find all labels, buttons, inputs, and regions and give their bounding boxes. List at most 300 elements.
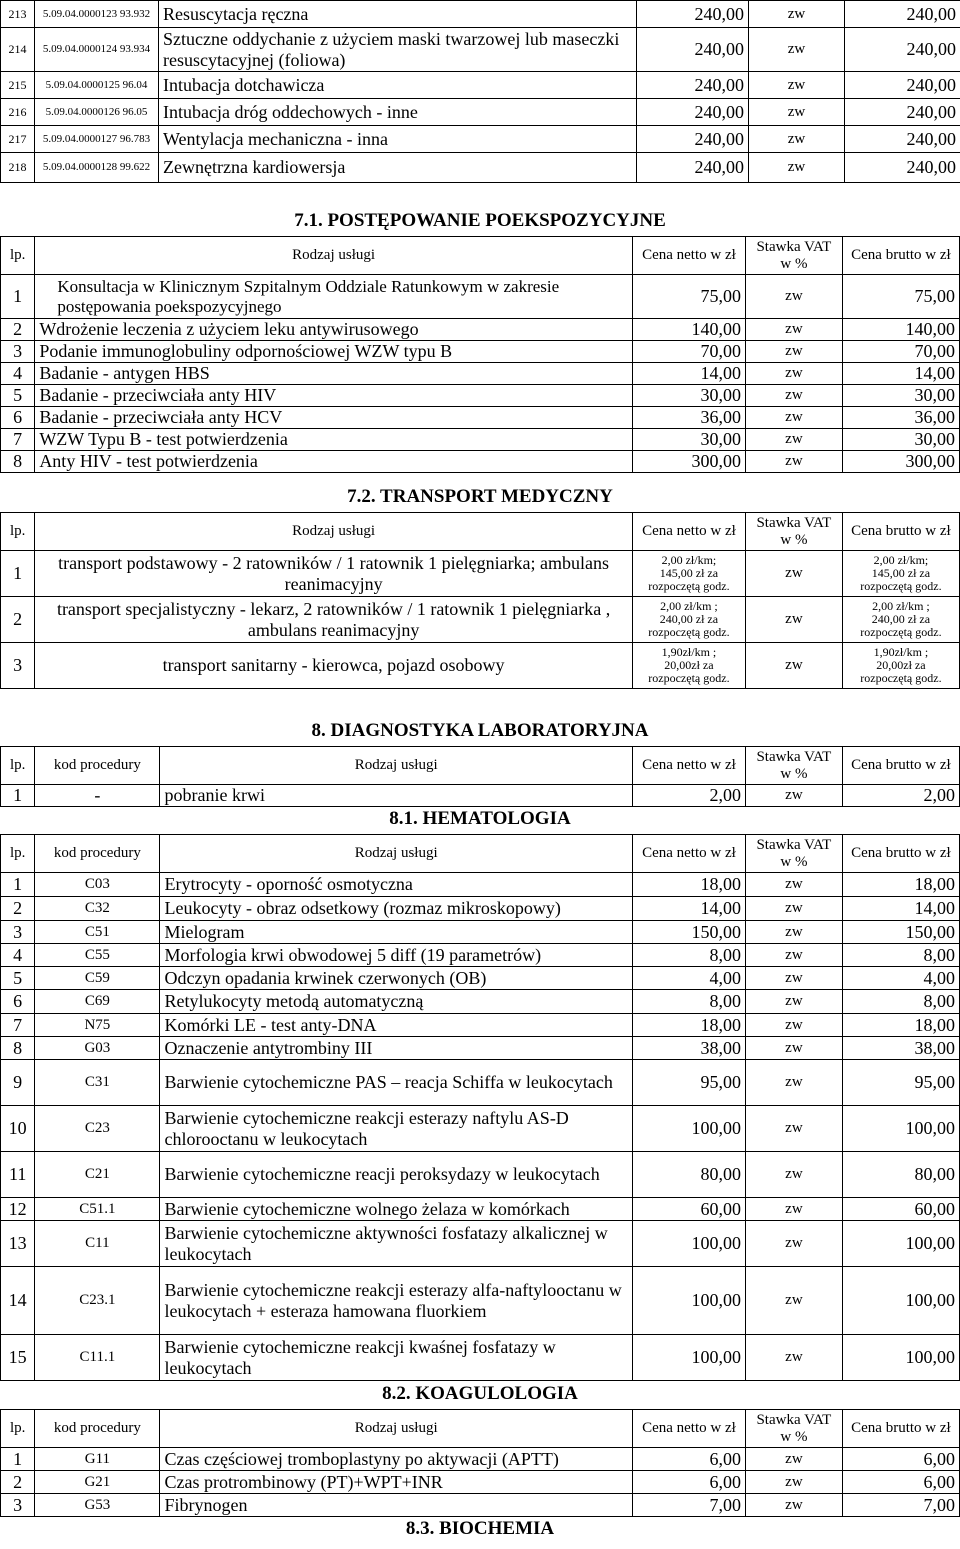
row-net: 36,00 (632, 407, 745, 429)
row-vat: zw (745, 319, 842, 341)
row-code: C11.1 (35, 1335, 160, 1381)
row-lp: 9 (1, 1060, 35, 1106)
row-gross-line: rozpoczętą godz. (860, 579, 942, 593)
row-service: Barwienie cytochemiczne reakcji kwaśnej fosfatazy w leukocytach (160, 1335, 632, 1381)
row-gross (842, 597, 959, 643)
row-gross: 60,00 (842, 1198, 959, 1221)
row-gross: 8,00 (842, 944, 959, 967)
row-net: 60,00 (632, 1198, 745, 1221)
table-row (1, 385, 960, 407)
row-service: Sztuczne oddychanie z użyciem maski twarzowej lub maseczki resuscytacyjnej (foliowa) (159, 28, 637, 72)
table-header (1, 1410, 960, 1448)
header-gross: Cena brutto w zł (842, 237, 959, 275)
row-gross: 36,00 (842, 407, 959, 429)
row-code: C59 (35, 967, 160, 990)
table-row (1, 643, 960, 689)
row-gross: 14,00 (842, 897, 959, 921)
row-code: C69 (35, 990, 160, 1014)
post-exposure-table (0, 236, 960, 473)
row-gross-line: rozpoczętą godz. (860, 625, 942, 639)
row-service: Morfologia krwi obwodowej 5 diff (19 parametrów) (160, 944, 632, 967)
row-service: Intubacja dotchawicza (159, 72, 637, 99)
row-service: Barwienie cytochemiczne aktywności fosfatazy alkalicznej w leukocytach (160, 1221, 632, 1267)
row-gross-line: 2,00 zł/km ; (872, 599, 930, 613)
row-net-line: 20,00zł za (664, 658, 714, 672)
header-vat: Stawka VAT w % (745, 747, 842, 785)
row-gross-line: rozpoczętą godz. (860, 671, 942, 685)
row-gross: 240,00 (845, 1, 960, 28)
row-lp: 1 (1, 1448, 35, 1471)
coagulology-table (0, 1409, 960, 1517)
row-gross-line: 1,90zł/km ; (873, 645, 929, 659)
row-gross: 100,00 (842, 1335, 959, 1381)
row-net: 300,00 (632, 451, 745, 473)
table-row (1, 99, 960, 126)
table-row (1, 28, 960, 72)
table-row (1, 1198, 960, 1221)
header-service: Rodzaj usługi (160, 835, 632, 873)
row-vat: zw (745, 363, 842, 385)
row-service: Wentylacja mechaniczna - inna (159, 126, 637, 153)
row-vat: zw (745, 341, 842, 363)
row-code: 5.09.04.0000127 96.783 (35, 126, 159, 153)
row-vat: zw (745, 967, 842, 990)
row-code: C51.1 (35, 1198, 160, 1221)
row-lp: 5 (1, 967, 35, 990)
row-lp: 4 (1, 944, 35, 967)
row-vat: zw (745, 407, 842, 429)
row-lp: 10 (1, 1106, 35, 1152)
table-header (1, 237, 960, 275)
row-net: 240,00 (637, 99, 749, 126)
header-code: kod procedury (35, 835, 160, 873)
row-gross: 300,00 (842, 451, 959, 473)
row-net: 2,00 (632, 785, 745, 807)
row-net (632, 643, 745, 689)
row-lp: 214 (1, 28, 35, 72)
table-row (1, 275, 960, 319)
row-net: 8,00 (632, 990, 745, 1014)
header-net: Cena netto w zł (632, 513, 745, 551)
row-net: 4,00 (632, 967, 745, 990)
row-lp: 2 (1, 597, 35, 643)
table-row (1, 153, 960, 183)
row-service: Badanie - przeciwciała anty HIV (35, 385, 633, 407)
row-net-line: rozpoczętą godz. (648, 625, 730, 639)
row-gross: 18,00 (842, 873, 959, 897)
row-gross: 4,00 (842, 967, 959, 990)
header-net: Cena netto w zł (632, 1410, 745, 1448)
table-row (1, 873, 960, 897)
row-service: transport podstawowy - 2 ratowników / 1 ratownik 1 pielęgniarka; ambulans reanimacyjny (35, 551, 633, 597)
table-row (1, 363, 960, 385)
table-row (1, 1014, 960, 1037)
row-gross (842, 643, 959, 689)
row-service: Leukocyty - obraz odsetkowy (rozmaz mikroskopowy) (160, 897, 632, 921)
row-vat: zw (745, 873, 842, 897)
row-vat: zw (745, 1471, 842, 1494)
header-net: Cena netto w zł (632, 237, 745, 275)
row-gross-line: 145,00 zł za (871, 566, 931, 580)
row-code: G53 (35, 1494, 160, 1517)
laboratory-table (0, 746, 960, 807)
header-code: kod procedury (35, 747, 160, 785)
row-code: N75 (35, 1014, 160, 1037)
row-lp: 2 (1, 319, 35, 341)
table-row (1, 897, 960, 921)
row-vat: zw (745, 1152, 842, 1198)
table-row (1, 1, 960, 28)
resuscitation-table (0, 0, 960, 183)
header-net: Cena netto w zł (632, 835, 745, 873)
row-code: C51 (35, 921, 160, 944)
table-row (1, 451, 960, 473)
row-net: 6,00 (632, 1471, 745, 1494)
table-row (1, 1152, 960, 1198)
row-vat: zw (745, 990, 842, 1014)
row-gross: 2,00 (842, 785, 959, 807)
row-lp: 1 (1, 551, 35, 597)
table-row (1, 921, 960, 944)
row-net: 240,00 (637, 28, 749, 72)
row-lp: 2 (1, 1471, 35, 1494)
row-lp: 6 (1, 990, 35, 1014)
row-code: C32 (35, 897, 160, 921)
row-gross: 7,00 (842, 1494, 959, 1517)
row-lp: 213 (1, 1, 35, 28)
row-net-line: 240,00 zł za (659, 612, 719, 626)
row-net: 100,00 (632, 1335, 745, 1381)
row-code: C21 (35, 1152, 160, 1198)
row-net: 75,00 (632, 275, 745, 319)
row-service: Badanie - antygen HBS (35, 363, 633, 385)
row-gross: 30,00 (842, 429, 959, 451)
row-net: 18,00 (632, 1014, 745, 1037)
table-row (1, 551, 960, 597)
table-row (1, 1335, 960, 1381)
header-gross: Cena brutto w zł (842, 747, 959, 785)
table-header (1, 513, 960, 551)
table-row (1, 407, 960, 429)
row-net: 240,00 (637, 72, 749, 99)
row-service: Barwienie cytochemiczne PAS – reacja Schiffa w leukocytach (160, 1060, 632, 1106)
row-net: 38,00 (632, 1037, 745, 1060)
row-code: C23 (35, 1106, 160, 1152)
row-lp: 215 (1, 72, 35, 99)
section-title: 7.2. TRANSPORT MEDYCZNY (347, 486, 613, 507)
table-row (1, 72, 960, 99)
row-lp: 7 (1, 1014, 35, 1037)
row-lp: 6 (1, 407, 35, 429)
row-gross: 240,00 (845, 72, 960, 99)
row-service: Zewnętrzna kardiowersja (159, 153, 637, 183)
row-gross: 95,00 (842, 1060, 959, 1106)
table-row (1, 1037, 960, 1060)
row-vat: zw (745, 1106, 842, 1152)
row-service: Badanie - przeciwciała anty HCV (35, 407, 633, 429)
row-service: Czas protrombinowy (PT)+WPT+INR (160, 1471, 632, 1494)
section-biochemistry (0, 1518, 960, 1544)
section-title: 8.1. HEMATOLOGIA (389, 808, 571, 829)
table-row (1, 1060, 960, 1106)
row-service: Czas częściowej tromboplastyny po aktywacji (APTT) (160, 1448, 632, 1471)
section-hematology (0, 808, 960, 1381)
header-gross: Cena brutto w zł (842, 835, 959, 873)
row-gross: 100,00 (842, 1267, 959, 1335)
row-gross: 80,00 (842, 1152, 959, 1198)
row-code: C31 (35, 1060, 160, 1106)
row-gross: 6,00 (842, 1448, 959, 1471)
row-vat: zw (745, 1448, 842, 1471)
row-lp: 15 (1, 1335, 35, 1381)
row-lp: 3 (1, 1494, 35, 1517)
row-gross: 30,00 (842, 385, 959, 407)
row-service: Odczyn opadania krwinek czerwonych (OB) (160, 967, 632, 990)
row-service: Mielogram (160, 921, 632, 944)
row-vat: zw (745, 1037, 842, 1060)
row-service: Resuscytacja ręczna (159, 1, 637, 28)
header-lp: lp. (1, 835, 35, 873)
header-lp: lp. (1, 237, 35, 275)
header-net: Cena netto w zł (632, 747, 745, 785)
row-net: 240,00 (637, 1, 749, 28)
section-resuscitation (0, 0, 960, 183)
row-vat: zw (745, 429, 842, 451)
row-service: Oznaczenie antytrombiny III (160, 1037, 632, 1060)
row-service: Barwienie cytochemiczne wolnego żelaza w komórkach (160, 1198, 632, 1221)
row-vat: zw (745, 551, 842, 597)
row-vat: zw (749, 99, 845, 126)
row-gross-line: 240,00 zł za (871, 612, 931, 626)
row-service: Barwienie cytochemiczne reacji peroksydazy w leukocytach (160, 1152, 632, 1198)
section-title: 8.3. BIOCHEMIA (405, 1518, 555, 1539)
row-net: 70,00 (632, 341, 745, 363)
header-vat: Stawka VAT w % (745, 1410, 842, 1448)
row-service: Konsultacja w Klinicznym Szpitalnym Oddziale Ratunkowym w zakresie postępowania poekspozycyjnego (35, 275, 633, 319)
row-lp: 2 (1, 897, 35, 921)
row-vat: zw (749, 1, 845, 28)
table-row (1, 1448, 960, 1471)
header-service: Rodzaj usługi (35, 237, 633, 275)
row-net (632, 551, 745, 597)
row-lp: 13 (1, 1221, 35, 1267)
row-lp: 12 (1, 1198, 35, 1221)
header-vat: Stawka VAT w % (745, 835, 842, 873)
row-net: 6,00 (632, 1448, 745, 1471)
row-net: 140,00 (632, 319, 745, 341)
row-vat: zw (749, 153, 845, 183)
row-service: pobranie krwi (160, 785, 632, 807)
row-gross: 14,00 (842, 363, 959, 385)
row-service: Fibrynogen (160, 1494, 632, 1517)
section-coagulology (0, 1383, 960, 1517)
row-lp: 218 (1, 153, 35, 183)
header-service: Rodzaj usługi (35, 513, 633, 551)
row-lp: 3 (1, 921, 35, 944)
row-code: C55 (35, 944, 160, 967)
row-lp: 11 (1, 1152, 35, 1198)
row-code: 5.09.04.0000123 93.932 (35, 1, 159, 28)
transport-table (0, 512, 960, 689)
row-lp: 4 (1, 363, 35, 385)
row-code: G21 (35, 1471, 160, 1494)
row-vat: zw (745, 921, 842, 944)
table-row (1, 319, 960, 341)
row-net: 150,00 (632, 921, 745, 944)
row-gross: 240,00 (845, 153, 960, 183)
row-gross-line: 20,00zł za (876, 658, 926, 672)
table-row (1, 967, 960, 990)
row-net: 100,00 (632, 1221, 745, 1267)
row-net: 14,00 (632, 363, 745, 385)
header-service: Rodzaj usługi (160, 747, 632, 785)
row-gross: 100,00 (842, 1221, 959, 1267)
row-vat: zw (745, 385, 842, 407)
row-lp: 3 (1, 643, 35, 689)
table-row (1, 1106, 960, 1152)
row-gross: 150,00 (842, 921, 959, 944)
table-row (1, 944, 960, 967)
row-vat: zw (745, 1060, 842, 1106)
row-service: transport specjalistyczny - lekarz, 2 ratowników / 1 ratownik 1 pielęgniarka , ambulans reanimacyjny (35, 597, 633, 643)
row-net (632, 597, 745, 643)
row-lp: 5 (1, 385, 35, 407)
row-gross: 100,00 (842, 1106, 959, 1152)
row-net: 95,00 (632, 1060, 745, 1106)
header-lp: lp. (1, 1410, 35, 1448)
row-net: 18,00 (632, 873, 745, 897)
row-lp: 1 (1, 873, 35, 897)
table-row (1, 1267, 960, 1335)
row-lp: 14 (1, 1267, 35, 1335)
section-title: 8. DIAGNOSTYKA LABORATORYJNA (311, 720, 649, 741)
row-service: transport sanitarny - kierowca, pojazd osobowy (35, 643, 633, 689)
row-code: C03 (35, 873, 160, 897)
row-vat: zw (745, 1198, 842, 1221)
row-vat: zw (749, 28, 845, 72)
row-code: - (35, 785, 160, 807)
row-gross: 75,00 (842, 275, 959, 319)
row-service: WZW Typu B - test potwierdzenia (35, 429, 633, 451)
row-vat: zw (749, 126, 845, 153)
row-service: Wdrożenie leczenia z użyciem leku antywirusowego (35, 319, 633, 341)
row-net: 14,00 (632, 897, 745, 921)
section-laboratory (0, 720, 960, 807)
row-code: C11 (35, 1221, 160, 1267)
table-row (1, 597, 960, 643)
row-gross: 240,00 (845, 126, 960, 153)
row-service: Komórki LE - test anty-DNA (160, 1014, 632, 1037)
row-lp: 3 (1, 341, 35, 363)
row-gross: 140,00 (842, 319, 959, 341)
section-medical-transport (0, 486, 960, 689)
row-net-line: 145,00 zł za (659, 566, 719, 580)
row-lp: 216 (1, 99, 35, 126)
row-vat: zw (745, 944, 842, 967)
row-gross: 18,00 (842, 1014, 959, 1037)
table-row (1, 429, 960, 451)
row-vat: zw (745, 785, 842, 807)
header-lp: lp. (1, 513, 35, 551)
row-lp: 217 (1, 126, 35, 153)
row-vat: zw (745, 597, 842, 643)
table-row (1, 990, 960, 1014)
row-service: Podanie immunoglobuliny odpornościowej WZW typu B (35, 341, 633, 363)
row-net: 7,00 (632, 1494, 745, 1517)
row-code: 5.09.04.0000128 99.622 (35, 153, 159, 183)
row-net: 100,00 (632, 1267, 745, 1335)
row-lp: 8 (1, 1037, 35, 1060)
row-net: 8,00 (632, 944, 745, 967)
row-vat: zw (745, 1267, 842, 1335)
header-code: kod procedury (35, 1410, 160, 1448)
row-service: Anty HIV - test potwierdzenia (35, 451, 633, 473)
row-service: Erytrocyty - oporność osmotyczna (160, 873, 632, 897)
row-service: Barwienie cytochemiczne reakcji esterazy naftylu AS-D chlorooctanu w leukocytach (160, 1106, 632, 1152)
header-service: Rodzaj usługi (160, 1410, 632, 1448)
row-lp: 1 (1, 275, 35, 319)
row-gross: 6,00 (842, 1471, 959, 1494)
row-gross: 70,00 (842, 341, 959, 363)
row-net: 240,00 (637, 153, 749, 183)
row-net-line: rozpoczętą godz. (648, 671, 730, 685)
row-vat: zw (745, 1014, 842, 1037)
row-net: 240,00 (637, 126, 749, 153)
table-header (1, 835, 960, 873)
row-gross (842, 551, 959, 597)
row-service: Retylukocyty metodą automatyczną (160, 990, 632, 1014)
row-code: 5.09.04.0000124 93.934 (35, 28, 159, 72)
row-gross: 38,00 (842, 1037, 959, 1060)
section-title: 7.1. POSTĘPOWANIE POEKSPOZYCYJNE (294, 210, 666, 231)
header-vat: Stawka VAT w % (745, 513, 842, 551)
row-code: G11 (35, 1448, 160, 1471)
row-lp: 1 (1, 785, 35, 807)
row-net-line: rozpoczętą godz. (648, 579, 730, 593)
row-net-line: 2,00 zł/km ; (660, 599, 718, 613)
row-code: 5.09.04.0000125 96.04 (35, 72, 159, 99)
row-gross: 8,00 (842, 990, 959, 1014)
section-post-exposure (0, 210, 960, 473)
row-service: Intubacja dróg oddechowych - inne (159, 99, 637, 126)
table-row (1, 1471, 960, 1494)
row-gross: 240,00 (845, 99, 960, 126)
row-net: 30,00 (632, 429, 745, 451)
row-gross-line: 2,00 zł/km; (873, 553, 929, 567)
table-header (1, 747, 960, 785)
header-gross: Cena brutto w zł (842, 513, 959, 551)
row-code: C23.1 (35, 1267, 160, 1335)
table-row (1, 1221, 960, 1267)
row-vat: zw (749, 72, 845, 99)
section-title: 8.2. KOAGULOLOGIA (382, 1383, 578, 1404)
row-vat: zw (745, 451, 842, 473)
row-lp: 7 (1, 429, 35, 451)
table-row (1, 1494, 960, 1517)
row-net: 80,00 (632, 1152, 745, 1198)
row-vat: zw (745, 897, 842, 921)
table-row (1, 341, 960, 363)
table-row (1, 785, 960, 807)
row-net: 30,00 (632, 385, 745, 407)
row-vat: zw (745, 643, 842, 689)
header-lp: lp. (1, 747, 35, 785)
row-vat: zw (745, 1494, 842, 1517)
header-gross: Cena brutto w zł (842, 1410, 959, 1448)
table-row (1, 126, 960, 153)
header-vat: Stawka VAT w % (745, 237, 842, 275)
row-service: Barwienie cytochemiczne reakcji esterazy alfa-naftylooctanu w leukocytach + esteraza hamowana fluorkiem (160, 1267, 632, 1335)
